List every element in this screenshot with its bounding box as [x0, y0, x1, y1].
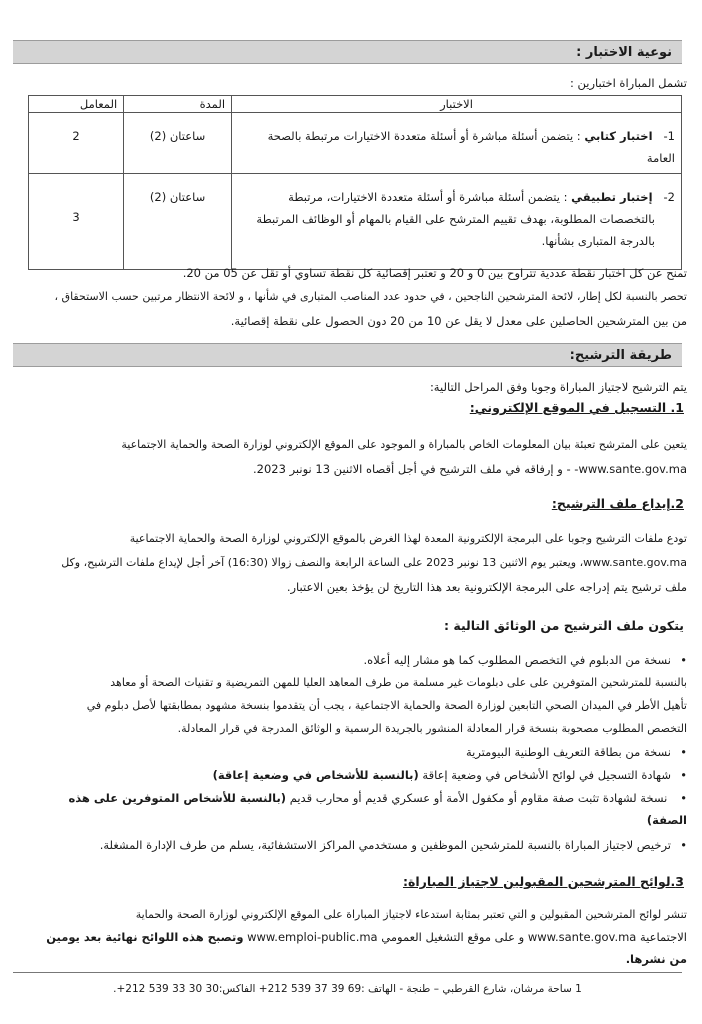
- step3-text: تنشر لوائح المترشحين المقبولين و التي تعتبر بمثابة استدعاء لاجتياز المباراة على الموقع الإلكتروني لوزارة الصحة والحماية: [135, 908, 687, 921]
- step3-text-bold: من نشرها.: [625, 952, 687, 966]
- doc-item: [27, 836, 687, 854]
- exam-desc-line: بالتخصصات المطلوبة، بهدف تقييم المترشح على القيام بالمهام أو الوظائف المرتبطة: [256, 212, 655, 226]
- doc-item: [27, 743, 687, 761]
- doc-text: شهادة التسجيل في لوائح الأشخاص في وضعية إعاقة: [418, 768, 671, 782]
- step1-text: www.sante.gov.ma- - و إرفاقه في ملف الترشيح في أجل أقصاه الاثنين 13 نونبر 2023.: [252, 462, 687, 476]
- duration-cell: ساعتان (2): [124, 113, 232, 174]
- step2-text: تودع ملفات الترشيح وجوبا على البرمجة الإلكترونية المعدة لهذا الغرض بالموقع الإلكتروني لوزارة الصحة والحماية الاجتماعية: [129, 532, 687, 545]
- step3-title: 3.لوائح المترشحين المقبولين لاجتياز المباراة:: [402, 874, 684, 889]
- doc-text: نسخة من بطاقة التعريف الوطنية البيومترية: [465, 745, 671, 759]
- docs-title: يتكون ملف الترشيح من الوثائق التالية :: [444, 618, 684, 633]
- doc-text: ترخيص لاجتياز المباراة بالنسبة للمترشحين الموظفين و مستخدمي المراكز الاستشفائية، يسلم من طرف الإدارة المشغلة.: [99, 838, 671, 852]
- exam-cell: [232, 113, 682, 174]
- exam-number: 2-: [663, 190, 675, 204]
- exam-desc: : يتضمن أسئلة مباشرة أو أسئلة متعددة الاختيارات مرتبطة بالصحة العامة: [267, 129, 675, 165]
- doc-text-bold: الصفة): [646, 813, 687, 827]
- step3-text-plain: الاجتماعية www.sante.gov.ma و على موقع التشغيل العمومي www.emploi-public.ma: [243, 930, 687, 944]
- doc-item: [27, 651, 687, 669]
- header-duration: المدة: [124, 96, 232, 113]
- exam-note: تمنح عن كل اختبار نقطة عددية تتراوح بين 0 و 20 و تعتبر إقصائية كل نقطة تساوي أو تقل عن 05 من 20.: [182, 266, 687, 280]
- bullet-icon: •: [680, 768, 687, 782]
- bullet-icon: •: [680, 791, 687, 805]
- exam-desc-line: [238, 186, 675, 208]
- doc-item: [27, 789, 687, 807]
- step2-text: www.sante.gov.ma، ويعتبر يوم الاثنين 13 نونبر 2023 على الساعة الرابعة والنصف زوالا (16:30) آخر أجل لإيداع ملفات الترشيح، وكل: [61, 556, 687, 569]
- step1-text: يتعين على المترشح تعبئة بيان المعلومات الخاص بالمباراة و الموجود على الموقع الإلكتروني لوزارة الصحة والحماية الاجتماعية: [121, 438, 687, 451]
- table-header-row: [29, 96, 682, 113]
- doc-detail: تأهيل الأطر في الميدان الصحي التابعين لوزارة الصحة والحماية الاجتماعية ، يجب أن يتقدموا بنسخة مشهود بمطابقتها لأصل دبلوم في: [86, 699, 687, 712]
- exam-desc-line: بالدرجة المتبارى بشأنها.: [541, 234, 655, 248]
- doc-detail: بالنسبة للمترشحين المتوفرين على على دبلومات غير مسلمة من طرف المعاهد العليا للمهن التمريضية و تقنيات الصحة أو معاهد: [110, 676, 687, 689]
- exam-cell: [232, 174, 682, 270]
- doc-detail: التخصص المطلوب مصحوبة بنسخة قرار المعادلة المنشور بالجريدة الرسمية و الوثائق المدرجة في قرار المعادلة.: [177, 722, 687, 735]
- footer-divider: [13, 972, 682, 973]
- coef-cell: 3: [29, 174, 124, 270]
- section-heading-candidacy: طريقة الترشيح:: [13, 343, 682, 367]
- bullet-icon: •: [680, 838, 687, 852]
- step2-title: 2.إيداع ملف الترشيح:: [551, 496, 684, 511]
- exam-desc: : يتضمن أسئلة مباشرة أو أسئلة متعددة الاختيارات، مرتبطة: [288, 190, 568, 204]
- exam-note: من بين المترشحين الحاصلين على معدل لا يقل عن 10 من 20 دون الحصول على نقطة إقصائية.: [230, 314, 687, 328]
- exam-name: إختبار تطبيقي: [571, 190, 653, 204]
- section-heading-exam-type: نوعية الاختبار :: [13, 40, 682, 64]
- table-row: [29, 174, 682, 270]
- exam-name: اختبار كتابي: [584, 129, 653, 143]
- exam-intro: تشمل المباراة اختبارين :: [569, 76, 687, 90]
- exam-table: [28, 95, 682, 270]
- bullet-icon: •: [680, 653, 687, 667]
- doc-item: [27, 766, 687, 784]
- exam-note: تحصر بالنسبة لكل إطار، لائحة المترشحين الناجحين ، في حدود عدد المناصب المتبارى في شأنها ، و لائحة الانتظار مرتبين حسب الاستحقاق ،: [54, 290, 687, 303]
- footer-address: 1 ساحة مرشان، شارع القرطبي – طنجة - الهاتف :69 39 37 539 212+ الفاكس:30 30 33 539 212+.: [113, 983, 582, 995]
- header-coef: المعامل: [29, 96, 124, 113]
- bullet-icon: •: [680, 745, 687, 759]
- doc-text-bold: (بالنسبة للأشخاص في وضعية إعاقة): [212, 768, 419, 782]
- doc-text-bold: (بالنسبة للأشخاص المتوفرين على هذه: [68, 791, 287, 805]
- doc-text: نسخة لشهادة تثبت صفة مقاوم أو مكفول الأمة أو عسكري قديم أو محارب قديم: [286, 791, 671, 805]
- duration-cell: ساعتان (2): [124, 174, 232, 270]
- table-row: [29, 113, 682, 174]
- step2-text: ملف ترشيح يتم إدراجه على البرمجة الإلكترونية بعد هذا التاريخ لن يؤخذ بعين الاعتبار.: [286, 580, 687, 594]
- doc-text: نسخة من الدبلوم في التخصص المطلوب كما هو مشار إليه أعلاه.: [363, 653, 671, 667]
- header-exam: الاختبار: [232, 96, 682, 113]
- exam-number: 1-: [663, 129, 675, 143]
- step3-text: [27, 928, 687, 946]
- step1-title: 1. التسجيل في الموقع الإلكتروني:: [469, 400, 684, 415]
- candidacy-intro: يتم الترشيح لاجتياز المباراة وجوبا وفق المراحل التالية:: [429, 380, 687, 394]
- step3-text-bold: وتصبح هذه اللوائح نهائية بعد يومين: [46, 930, 244, 944]
- coef-cell: 2: [29, 113, 124, 174]
